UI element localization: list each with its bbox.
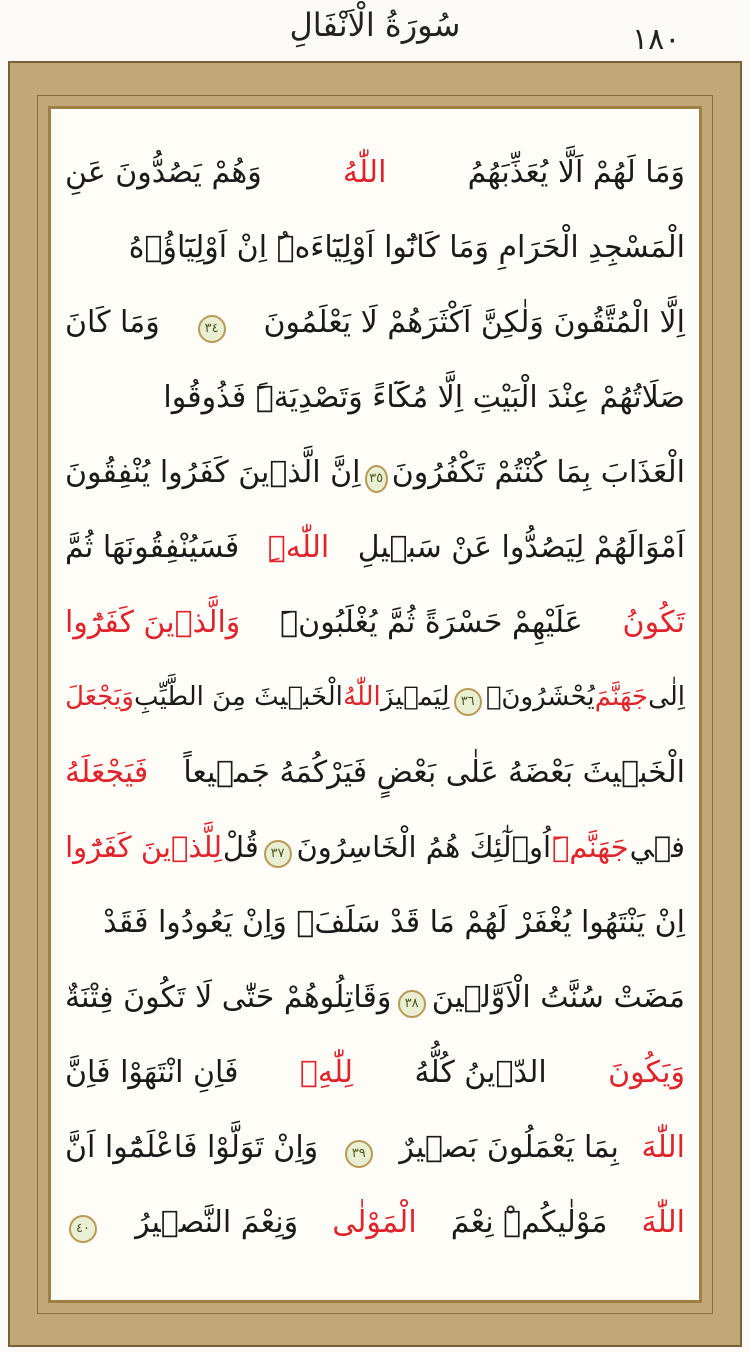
ayah-number-marker: ٣٩ bbox=[345, 1140, 373, 1168]
verse-text: مَضَتْ سُنَّتُ الْاَوَّل۪ينَ bbox=[431, 980, 685, 1015]
divine-name-text: اللّٰهُ bbox=[342, 155, 387, 190]
verse-text: عَلَيْهِمْ حَسْرَةً ثُمَّ يُغْلَبُونَۜ bbox=[280, 605, 583, 640]
ayah-number-marker: ٣٥ bbox=[365, 465, 388, 493]
verse-text: قُلْ bbox=[222, 830, 259, 864]
verse-line bbox=[65, 510, 685, 585]
verse-text: بِمَا يَعْمَلُونَ بَص۪يرٌ bbox=[399, 1130, 619, 1165]
surah-title: سُورَةُ الْاَنْفَالِ bbox=[289, 6, 461, 44]
text-panel bbox=[48, 106, 702, 1303]
verse-text: اَمْوَالَهُمْ لِيَصُدُّوا عَنْ سَب۪يلِ bbox=[357, 530, 685, 565]
ayah-number-marker: ٣٨ bbox=[398, 990, 426, 1018]
divine-name-text: لِلّٰهِۚ bbox=[299, 1055, 354, 1090]
divine-name-text: جَهَنَّمَۜ bbox=[551, 830, 629, 864]
divine-name-text: لِلَّذ۪ينَ كَفَرُٓوا bbox=[65, 830, 223, 864]
divine-name-text: تَكُونُ bbox=[622, 605, 685, 640]
verse-text: فَاِنِ انْتَهَوْا فَاِنَّ bbox=[65, 1055, 239, 1090]
verse-text: الْعَذَابَ بِمَا كُنْتُمْ تَكْفُرُونَ bbox=[391, 455, 685, 490]
verse-text: لِيَم۪يزَ bbox=[380, 682, 450, 712]
verse-text: مَوْلٰيكُمْۜ نِعْمَ bbox=[450, 1205, 608, 1240]
ayah-number-marker: ٣٤ bbox=[198, 315, 226, 343]
verse-line bbox=[65, 660, 685, 735]
verse-text: وَنِعْمَ النَّص۪يرُ bbox=[135, 1205, 299, 1240]
divine-name-text: وَالَّذ۪ينَ كَفَرُٓوا bbox=[65, 605, 241, 640]
verse-text: وَمَا كَانَ bbox=[65, 305, 160, 340]
verse-text: الْخَب۪يثَ مِنَ الطَّيِّبِ bbox=[134, 682, 343, 712]
verse-line bbox=[65, 885, 685, 960]
verse-line bbox=[65, 135, 685, 210]
ayah-number-marker: ٤٠ bbox=[69, 1215, 97, 1243]
ayah-number-marker: ٣٧ bbox=[264, 840, 292, 868]
divine-name-text: جَهَنَّمَ bbox=[594, 682, 649, 712]
quran-text bbox=[65, 135, 685, 1280]
divine-name-text: اللّٰهَ bbox=[641, 1130, 685, 1165]
verse-line bbox=[65, 1110, 685, 1185]
verse-line bbox=[65, 285, 685, 360]
divine-name-text: فَيَجْعَلَهُ bbox=[65, 755, 149, 790]
verse-text: اِلَّا الْمُتَّقُونَ وَلٰكِنَّ اَكْثَرَهُمْ لَا يَعْلَمُونَ bbox=[263, 305, 685, 340]
ornamental-frame bbox=[8, 61, 742, 1347]
divine-name-text: اللّٰهَ bbox=[641, 1205, 685, 1240]
verse-text: الْخَب۪يثَ بَعْضَهُ عَلٰى بَعْضٍ فَيَرْكُمَهُ جَم۪يعاً bbox=[183, 755, 685, 790]
verse-line bbox=[65, 435, 685, 510]
verse-line bbox=[65, 960, 685, 1035]
verse-text: يُحْشَرُونَۙ bbox=[485, 682, 595, 712]
divine-name-text: وَيَكُونَ bbox=[608, 1055, 685, 1090]
verse-text: اِنْ يَنْتَهُوا يُغْفَرْ لَهُمْ مَا قَدْ سَلَفَۚ وَاِنْ يَعُودُوا فَقَدْ bbox=[103, 905, 685, 940]
divine-name-text: اللّٰهُ bbox=[343, 682, 381, 712]
verse-line bbox=[65, 810, 685, 885]
verse-text: وَهُمْ يَصُدُّونَ عَنِ bbox=[65, 155, 262, 190]
page-header bbox=[0, 0, 750, 60]
verse-text: الدّ۪ينُ كُلُّهُ bbox=[414, 1055, 547, 1090]
verse-text: اِلٰى bbox=[648, 682, 685, 712]
verse-line bbox=[65, 1035, 685, 1110]
verse-text: ف۪ي bbox=[629, 830, 685, 864]
verse-text: فَسَيُنْفِقُونَهَا ثُمَّ bbox=[65, 530, 240, 565]
verse-text: اِنَّ الَّذ۪ينَ كَفَرُوا يُنْفِقُونَ bbox=[65, 455, 361, 490]
verse-line bbox=[65, 210, 685, 285]
verse-text: وَاِنْ تَوَلَّوْا فَاعْلَمُٓوا اَنَّ bbox=[65, 1130, 319, 1165]
divine-name-text: الْمَوْلٰى bbox=[332, 1205, 417, 1240]
verse-text: وَمَا لَهُمْ اَلَّا يُعَذِّبَهُمُ bbox=[467, 155, 685, 190]
ayah-number-marker: ٣٦ bbox=[454, 688, 482, 716]
verse-line bbox=[65, 1185, 685, 1260]
page-number: ١٨٠ bbox=[632, 22, 681, 57]
verse-text: اُو۬لٰٓئِكَ هُمُ الْخَاسِرُونَ bbox=[296, 830, 552, 864]
divine-name-text: اللّٰهِۜ bbox=[267, 530, 330, 565]
verse-line bbox=[65, 585, 685, 660]
verse-line bbox=[65, 735, 685, 810]
divine-name-text: وَيَجْعَلَ bbox=[65, 682, 134, 712]
verse-text: صَلَاتُهُمْ عِنْدَ الْبَيْتِ اِلَّا مُكَٓاءً وَتَصْدِيَةًۜ فَذُوقُوا bbox=[163, 380, 685, 415]
verse-text: الْمَسْجِدِ الْحَرَامِ وَمَا كَانُٓوا اَوْلِيَٓاءَهُۜ اِنْ اَوْلِيَٓاؤُ۬هُ bbox=[128, 230, 685, 265]
verse-text: وَقَاتِلُوهُمْ حَتّٰى لَا تَكُونَ فِتْنَةٌ bbox=[65, 980, 392, 1015]
verse-line bbox=[65, 360, 685, 435]
